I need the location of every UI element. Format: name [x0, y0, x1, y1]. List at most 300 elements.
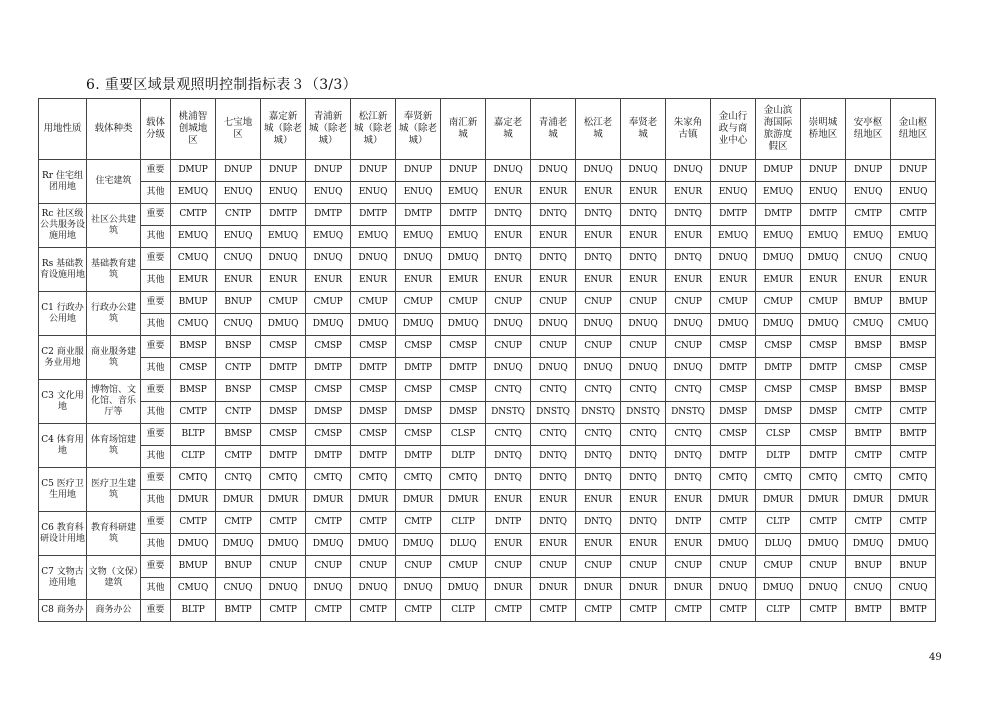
column-header: 青浦新 城（除老 城） [306, 99, 351, 160]
grade-cell: 其他 [141, 270, 171, 292]
control-code-cell: BMTP [216, 600, 261, 622]
control-code-cell: ENUR [306, 270, 351, 292]
control-code-cell: ENUR [216, 270, 261, 292]
control-code-cell: DMTP [801, 358, 846, 380]
control-code-cell: CNUP [261, 556, 306, 578]
control-code-cell: CMSP [261, 424, 306, 446]
control-code-cell: CNTQ [666, 380, 711, 402]
control-code-cell: DNTQ [576, 468, 621, 490]
control-code-cell: CNUP [306, 556, 351, 578]
column-header: 嘉定新 城（除老 城） [261, 99, 306, 160]
control-code-cell: DNSTQ [486, 402, 531, 424]
control-code-cell: EMUR [441, 270, 486, 292]
control-code-cell: DMUR [711, 490, 756, 512]
grade-cell: 重要 [141, 336, 171, 358]
control-code-cell: ENUR [576, 270, 621, 292]
table-row [39, 226, 936, 248]
control-code-cell: DMUQ [306, 314, 351, 336]
control-code-cell: CMUQ [171, 578, 216, 600]
grade-cell: 其他 [141, 402, 171, 424]
carrier-type-cell: 体育场馆建筑 [87, 424, 141, 468]
control-code-cell: DMUQ [441, 248, 486, 270]
control-code-cell: CNTP [216, 204, 261, 226]
control-code-cell: ENUR [621, 490, 666, 512]
control-code-cell: CMSP [801, 380, 846, 402]
control-code-cell: ENUQ [711, 182, 756, 204]
control-code-cell: EMUQ [351, 226, 396, 248]
control-code-cell: CNTQ [666, 424, 711, 446]
control-code-cell: CLTP [441, 600, 486, 622]
control-code-cell: ENUR [576, 490, 621, 512]
control-code-cell: ENUQ [396, 182, 441, 204]
control-code-cell: DNUQ [621, 160, 666, 182]
control-code-cell: CMTQ [171, 468, 216, 490]
control-code-cell: DNTQ [531, 446, 576, 468]
table-row [39, 402, 936, 424]
control-code-cell: ENUR [531, 270, 576, 292]
control-code-cell: ENUR [666, 182, 711, 204]
table-row [39, 512, 936, 534]
control-code-cell: DNTQ [531, 204, 576, 226]
control-code-cell: CNUP [486, 292, 531, 314]
grade-cell: 其他 [141, 314, 171, 336]
control-code-cell: DNTQ [666, 204, 711, 226]
control-code-cell: DNUP [261, 160, 306, 182]
table-row [39, 600, 936, 622]
carrier-type-cell: 基础教育建筑 [87, 248, 141, 292]
control-code-cell: BMSP [171, 336, 216, 358]
control-code-cell: CNTQ [621, 424, 666, 446]
control-code-cell: EMUQ [711, 226, 756, 248]
column-header: 载体种类 [87, 99, 141, 160]
control-code-cell: CMTP [891, 204, 936, 226]
control-code-cell: DMTP [396, 446, 441, 468]
table-row [39, 556, 936, 578]
control-code-cell: CMTQ [846, 468, 891, 490]
control-code-cell: CMSP [261, 336, 306, 358]
control-code-cell: DNUQ [621, 314, 666, 336]
control-code-cell: DNUQ [351, 578, 396, 600]
control-code-cell: CNUP [666, 336, 711, 358]
control-code-cell: DMTP [441, 358, 486, 380]
control-code-cell: DNUQ [486, 358, 531, 380]
control-code-cell: DNUQ [576, 314, 621, 336]
control-code-cell: DMSP [351, 402, 396, 424]
control-code-cell: DNUP [441, 160, 486, 182]
grade-cell: 重要 [141, 204, 171, 226]
control-code-cell: BMTP [891, 424, 936, 446]
control-code-cell: DNTQ [486, 446, 531, 468]
carrier-type-cell: 教育科研建筑 [87, 512, 141, 556]
control-code-cell: DMUQ [216, 534, 261, 556]
control-code-cell: CMTQ [441, 468, 486, 490]
grade-cell: 重要 [141, 512, 171, 534]
grade-cell: 重要 [141, 380, 171, 402]
control-code-cell: DMUQ [351, 314, 396, 336]
control-code-cell: DLUQ [441, 534, 486, 556]
control-code-cell: CMUP [351, 292, 396, 314]
control-code-cell: DNTQ [576, 512, 621, 534]
control-code-cell: EMUQ [846, 226, 891, 248]
control-code-cell: DNTQ [576, 248, 621, 270]
control-code-cell: DMTP [261, 358, 306, 380]
control-code-cell: CMSP [306, 424, 351, 446]
control-code-cell: CMTP [621, 600, 666, 622]
table-row [39, 446, 936, 468]
control-code-cell: DMUP [756, 160, 801, 182]
control-code-cell: CNTQ [621, 380, 666, 402]
control-code-cell: CNUP [486, 556, 531, 578]
control-code-cell: DMUQ [846, 534, 891, 556]
control-code-cell: EMUQ [756, 182, 801, 204]
control-code-cell: ENUQ [261, 182, 306, 204]
control-code-cell: DNUQ [486, 314, 531, 336]
control-code-cell: CMSP [306, 380, 351, 402]
grade-cell: 其他 [141, 182, 171, 204]
control-code-cell: DMTP [711, 446, 756, 468]
control-code-cell: ENUR [711, 270, 756, 292]
control-code-cell: DLTP [441, 446, 486, 468]
control-code-cell: CNTQ [486, 424, 531, 446]
control-code-cell: CMSP [396, 380, 441, 402]
control-code-cell: BNUP [846, 556, 891, 578]
control-code-cell: DMTP [396, 204, 441, 226]
control-code-cell: DMUR [216, 490, 261, 512]
table-row [39, 380, 936, 402]
control-code-cell: DMSP [306, 402, 351, 424]
control-code-cell: CMSP [756, 380, 801, 402]
control-code-cell: DNUQ [711, 578, 756, 600]
grade-cell: 重要 [141, 424, 171, 446]
grade-cell: 重要 [141, 600, 171, 622]
control-code-cell: CMTP [801, 600, 846, 622]
control-code-cell: CNUP [531, 292, 576, 314]
table-row [39, 358, 936, 380]
control-code-cell: CMUP [756, 556, 801, 578]
control-code-cell: ENUQ [846, 182, 891, 204]
column-header: 安亭枢 纽地区 [846, 99, 891, 160]
control-code-cell: CMSP [891, 358, 936, 380]
control-code-cell: CMTQ [351, 468, 396, 490]
carrier-type-cell: 社区公共建筑 [87, 204, 141, 248]
control-code-cell: CNUP [531, 336, 576, 358]
control-code-cell: CLTP [756, 512, 801, 534]
table-row [39, 314, 936, 336]
column-header: 金山枢 纽地区 [891, 99, 936, 160]
control-code-cell: BMUP [171, 556, 216, 578]
control-code-cell: CNTQ [486, 380, 531, 402]
control-code-cell: DMTP [306, 204, 351, 226]
control-code-cell: DNTQ [621, 512, 666, 534]
control-code-cell: CMSP [441, 380, 486, 402]
grade-cell: 其他 [141, 534, 171, 556]
control-code-cell: DNUQ [261, 578, 306, 600]
control-code-cell: CNUQ [216, 248, 261, 270]
control-code-cell: DNUQ [711, 248, 756, 270]
control-code-cell: ENUR [666, 226, 711, 248]
table-row [39, 270, 936, 292]
control-code-cell: CNUP [621, 292, 666, 314]
control-code-cell: DMTP [351, 446, 396, 468]
table-row [39, 336, 936, 358]
control-code-cell: CMSP [396, 336, 441, 358]
control-code-cell: DNUQ [351, 248, 396, 270]
control-code-cell: CMTP [216, 512, 261, 534]
control-code-cell: BMSP [891, 336, 936, 358]
control-code-cell: DMUQ [711, 314, 756, 336]
control-code-cell: DMTP [351, 358, 396, 380]
control-code-cell: CNTP [216, 402, 261, 424]
control-code-cell: ENUR [666, 490, 711, 512]
control-code-cell: ENUR [621, 182, 666, 204]
land-use-cell: Rr 住宅组团用地 [39, 160, 87, 204]
control-code-cell: DNUQ [666, 160, 711, 182]
column-header: 桃浦智 创城地 区 [171, 99, 216, 160]
table-row [39, 578, 936, 600]
control-code-cell: CMTP [576, 600, 621, 622]
control-code-cell: CMSP [171, 358, 216, 380]
control-code-cell: CNUP [576, 292, 621, 314]
control-code-cell: CMSP [351, 380, 396, 402]
land-use-cell: C5 医疗卫生用地 [39, 468, 87, 512]
control-code-cell: CMTQ [891, 468, 936, 490]
control-code-cell: DNTP [486, 512, 531, 534]
carrier-type-cell: 商务办公 [87, 600, 141, 622]
control-code-cell: CMSP [846, 358, 891, 380]
control-code-cell: CNUP [711, 556, 756, 578]
control-code-cell: DNTQ [576, 204, 621, 226]
control-code-cell: CMTP [171, 402, 216, 424]
column-header: 用地性质 [39, 99, 87, 160]
control-code-cell: DNTQ [486, 248, 531, 270]
grade-cell: 其他 [141, 578, 171, 600]
control-code-cell: ENUR [531, 490, 576, 512]
control-code-cell: DNUQ [576, 160, 621, 182]
table-row [39, 160, 936, 182]
control-code-cell: DMUR [261, 490, 306, 512]
land-use-cell: Rc 社区级公共服务设施用地 [39, 204, 87, 248]
control-code-cell: DMUQ [711, 534, 756, 556]
control-code-cell: ENUR [531, 534, 576, 556]
control-code-cell: ENUR [666, 534, 711, 556]
control-code-cell: CMTP [711, 600, 756, 622]
control-code-cell: BLTP [171, 600, 216, 622]
control-code-cell: DNUP [396, 160, 441, 182]
control-code-cell: CNUQ [846, 248, 891, 270]
control-code-cell: DNUQ [306, 578, 351, 600]
control-code-cell: EMUR [756, 270, 801, 292]
carrier-type-cell: 医疗卫生建筑 [87, 468, 141, 512]
control-code-cell: CMTP [846, 512, 891, 534]
control-code-cell: DMTP [801, 446, 846, 468]
control-code-cell: DNUQ [621, 358, 666, 380]
column-header: 金山行 政与商 业中心 [711, 99, 756, 160]
control-code-cell: CMTP [711, 512, 756, 534]
column-header: 载体 分级 [141, 99, 171, 160]
control-code-cell: CLTP [756, 600, 801, 622]
control-code-cell: BMTP [891, 600, 936, 622]
control-code-cell: DNUR [666, 578, 711, 600]
control-code-cell: DNTQ [486, 204, 531, 226]
control-code-cell: DMTP [306, 358, 351, 380]
control-code-cell: CMTP [486, 600, 531, 622]
control-code-cell: EMUQ [171, 226, 216, 248]
column-header: 青浦老 城 [531, 99, 576, 160]
control-code-cell: DMUR [441, 490, 486, 512]
control-code-cell: BMTP [846, 424, 891, 446]
control-code-cell: CMUQ [171, 314, 216, 336]
column-header: 松江老 城 [576, 99, 621, 160]
control-code-cell: DNUQ [666, 314, 711, 336]
carrier-type-cell: 文物（文保）建筑 [87, 556, 141, 600]
control-code-cell: DNTQ [531, 468, 576, 490]
control-code-cell: DMSP [441, 402, 486, 424]
control-code-cell: BMSP [891, 380, 936, 402]
control-code-cell: CMSP [711, 424, 756, 446]
table-row [39, 204, 936, 226]
control-code-cell: DMUQ [441, 578, 486, 600]
control-code-cell: DMTP [261, 204, 306, 226]
control-code-cell: DMUQ [756, 578, 801, 600]
control-code-cell: DNTQ [621, 446, 666, 468]
control-code-cell: DNTQ [666, 248, 711, 270]
control-code-cell: CMTQ [306, 468, 351, 490]
control-code-cell: DMSP [756, 402, 801, 424]
control-code-cell: DMUR [846, 490, 891, 512]
control-code-cell: BMSP [171, 380, 216, 402]
control-code-cell: CNUP [666, 556, 711, 578]
control-code-cell: CMUP [306, 292, 351, 314]
control-code-cell: CMSP [351, 336, 396, 358]
control-code-cell: CNUP [801, 556, 846, 578]
control-code-cell: CNTQ [216, 468, 261, 490]
control-code-cell: CNTP [216, 358, 261, 380]
control-code-cell: DNUP [216, 160, 261, 182]
control-code-cell: BMSP [846, 336, 891, 358]
carrier-type-cell: 商业服务建筑 [87, 336, 141, 380]
land-use-cell: C7 文物古迹用地 [39, 556, 87, 600]
control-code-cell: CMUQ [891, 314, 936, 336]
control-code-cell: CMUP [441, 556, 486, 578]
grade-cell: 重要 [141, 292, 171, 314]
control-code-cell: ENUR [486, 534, 531, 556]
grade-cell: 其他 [141, 358, 171, 380]
control-code-cell: DNUQ [531, 358, 576, 380]
control-code-cell: ENUR [621, 270, 666, 292]
control-code-cell: ENUR [486, 270, 531, 292]
control-code-cell: EMUQ [441, 182, 486, 204]
control-code-cell: DNUR [531, 578, 576, 600]
column-header: 崇明城 桥地区 [801, 99, 846, 160]
control-code-cell: DMUQ [891, 534, 936, 556]
control-code-cell: DMUQ [171, 534, 216, 556]
control-code-cell: CMUQ [846, 314, 891, 336]
control-code-cell: CMUP [801, 292, 846, 314]
control-code-cell: DNUP [846, 160, 891, 182]
control-code-cell: EMUQ [396, 226, 441, 248]
control-code-cell: CNTQ [531, 380, 576, 402]
control-code-cell: CNUP [576, 556, 621, 578]
control-code-cell: BMSP [216, 424, 261, 446]
control-code-cell: ENUR [621, 226, 666, 248]
control-code-cell: ENUR [531, 182, 576, 204]
control-code-cell: ENUQ [216, 226, 261, 248]
control-code-cell: CMTQ [261, 468, 306, 490]
control-code-cell: DNUQ [396, 248, 441, 270]
control-code-cell: CMSP [351, 424, 396, 446]
control-code-cell: BMTP [846, 600, 891, 622]
control-code-cell: ENUQ [891, 182, 936, 204]
control-code-cell: DMUQ [306, 534, 351, 556]
control-code-cell: ENUR [396, 270, 441, 292]
table-row [39, 424, 936, 446]
control-code-cell: EMUQ [171, 182, 216, 204]
control-code-cell: DMUR [396, 490, 441, 512]
control-code-cell: CMTP [351, 600, 396, 622]
control-code-cell: BNSP [216, 380, 261, 402]
control-code-cell: CMTP [846, 446, 891, 468]
control-code-cell: CNTQ [576, 424, 621, 446]
grade-cell: 其他 [141, 226, 171, 248]
control-code-cell: ENUR [351, 270, 396, 292]
control-code-cell: CMSP [261, 380, 306, 402]
control-code-cell: CMTP [396, 512, 441, 534]
control-code-cell: CMUP [441, 292, 486, 314]
grade-cell: 重要 [141, 248, 171, 270]
land-use-cell: Rs 基础教育设施用地 [39, 248, 87, 292]
control-code-cell: DNTQ [576, 446, 621, 468]
control-code-cell: DMUQ [801, 314, 846, 336]
control-code-cell: CMUP [756, 292, 801, 314]
control-code-cell: CNUP [486, 336, 531, 358]
land-use-cell: C1 行政办公用地 [39, 292, 87, 336]
grade-cell: 其他 [141, 490, 171, 512]
control-code-cell: CMTQ [396, 468, 441, 490]
control-code-cell: DLTP [756, 446, 801, 468]
grade-cell: 重要 [141, 556, 171, 578]
control-code-cell: CMUP [261, 292, 306, 314]
carrier-type-cell: 行政办公建筑 [87, 292, 141, 336]
control-code-cell: EMUQ [801, 226, 846, 248]
control-code-cell: CMTQ [756, 468, 801, 490]
carrier-type-cell: 住宅建筑 [87, 160, 141, 204]
control-code-cell: DMUQ [756, 248, 801, 270]
control-code-cell: DMUR [171, 490, 216, 512]
control-code-cell: CMSP [756, 336, 801, 358]
control-code-cell: CNUP [666, 292, 711, 314]
control-code-cell: CLTP [441, 512, 486, 534]
control-code-cell: DLUQ [756, 534, 801, 556]
control-code-cell: BMUP [891, 292, 936, 314]
control-code-cell: DNUQ [531, 160, 576, 182]
control-code-cell: DNUR [576, 578, 621, 600]
control-code-cell: CMTP [846, 204, 891, 226]
control-code-cell: ENUR [621, 534, 666, 556]
control-code-cell: BNUP [216, 556, 261, 578]
control-code-cell: DNUP [801, 160, 846, 182]
control-code-cell: CNUQ [216, 578, 261, 600]
control-code-cell: CNUQ [216, 314, 261, 336]
table-title: 6. 重要区域景观照明控制指标表３（3/3） [86, 77, 357, 93]
control-code-cell: CNUP [621, 556, 666, 578]
control-code-cell: CNTQ [576, 380, 621, 402]
control-code-cell: CMTQ [801, 468, 846, 490]
table-row [39, 534, 936, 556]
control-code-cell: EMUQ [891, 226, 936, 248]
table-row [39, 490, 936, 512]
column-header: 朱家角 古镇 [666, 99, 711, 160]
control-code-cell: DNUR [486, 578, 531, 600]
